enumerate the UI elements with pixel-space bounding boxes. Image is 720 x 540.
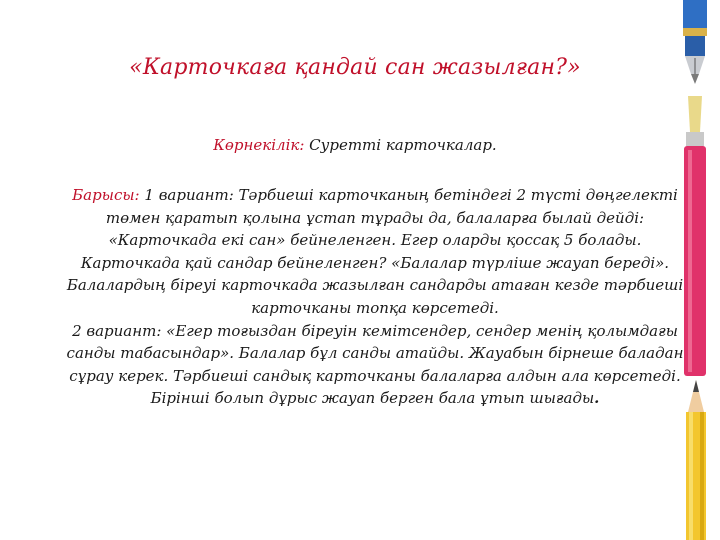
final-dot: .	[594, 389, 600, 408]
process-label: Барысы:	[72, 186, 140, 204]
paint-brush-icon	[684, 96, 706, 376]
process-description	[66, 184, 684, 410]
variant-2-paragraph: 2 вариант: «Егер тоғыздан біреуін кемітсендер, сендер менің қолымдағы санды табасындар». Балалар бұл санды атайды. Жауабын бірнеше баладан сұрау керек. Тәрбиеші сандық карточканы балаларға алдын ала көрсетеді.	[66, 321, 684, 385]
visual-aids-line	[70, 136, 640, 154]
final-text: Бірінші болып дұрыс жауап берген бала ұтып шығады	[150, 389, 595, 408]
slide-title: «Карточкаға қандай сан жазылған?»	[129, 55, 581, 80]
final-paragraph	[66, 387, 684, 410]
pencil-icon	[686, 380, 706, 540]
visual-aids-label: Көрнекілік:	[213, 136, 305, 154]
variant-1-paragraph	[66, 184, 684, 320]
fountain-pen-icon	[683, 0, 707, 84]
visual-aids-text: Суретті карточкалар.	[304, 136, 497, 154]
variant-1-text: 1 вариант: Тәрбиеші карточканың бетіндегі 2 түсті дөңгелекті төмен қаратып қолына ұстап тұрады да, балаларға былай дейді: «Карточкада екі сан» бейнеленген. Егер оларды қоссақ 5 болады. Карточкада қай сандар бейнеленген? «Балалар түрліше жауап береді». Балалардың біреуі карточкада жазылған сандарды атаған кезде тәрбиеші карточканы топқа көрсетеді.	[66, 186, 684, 317]
